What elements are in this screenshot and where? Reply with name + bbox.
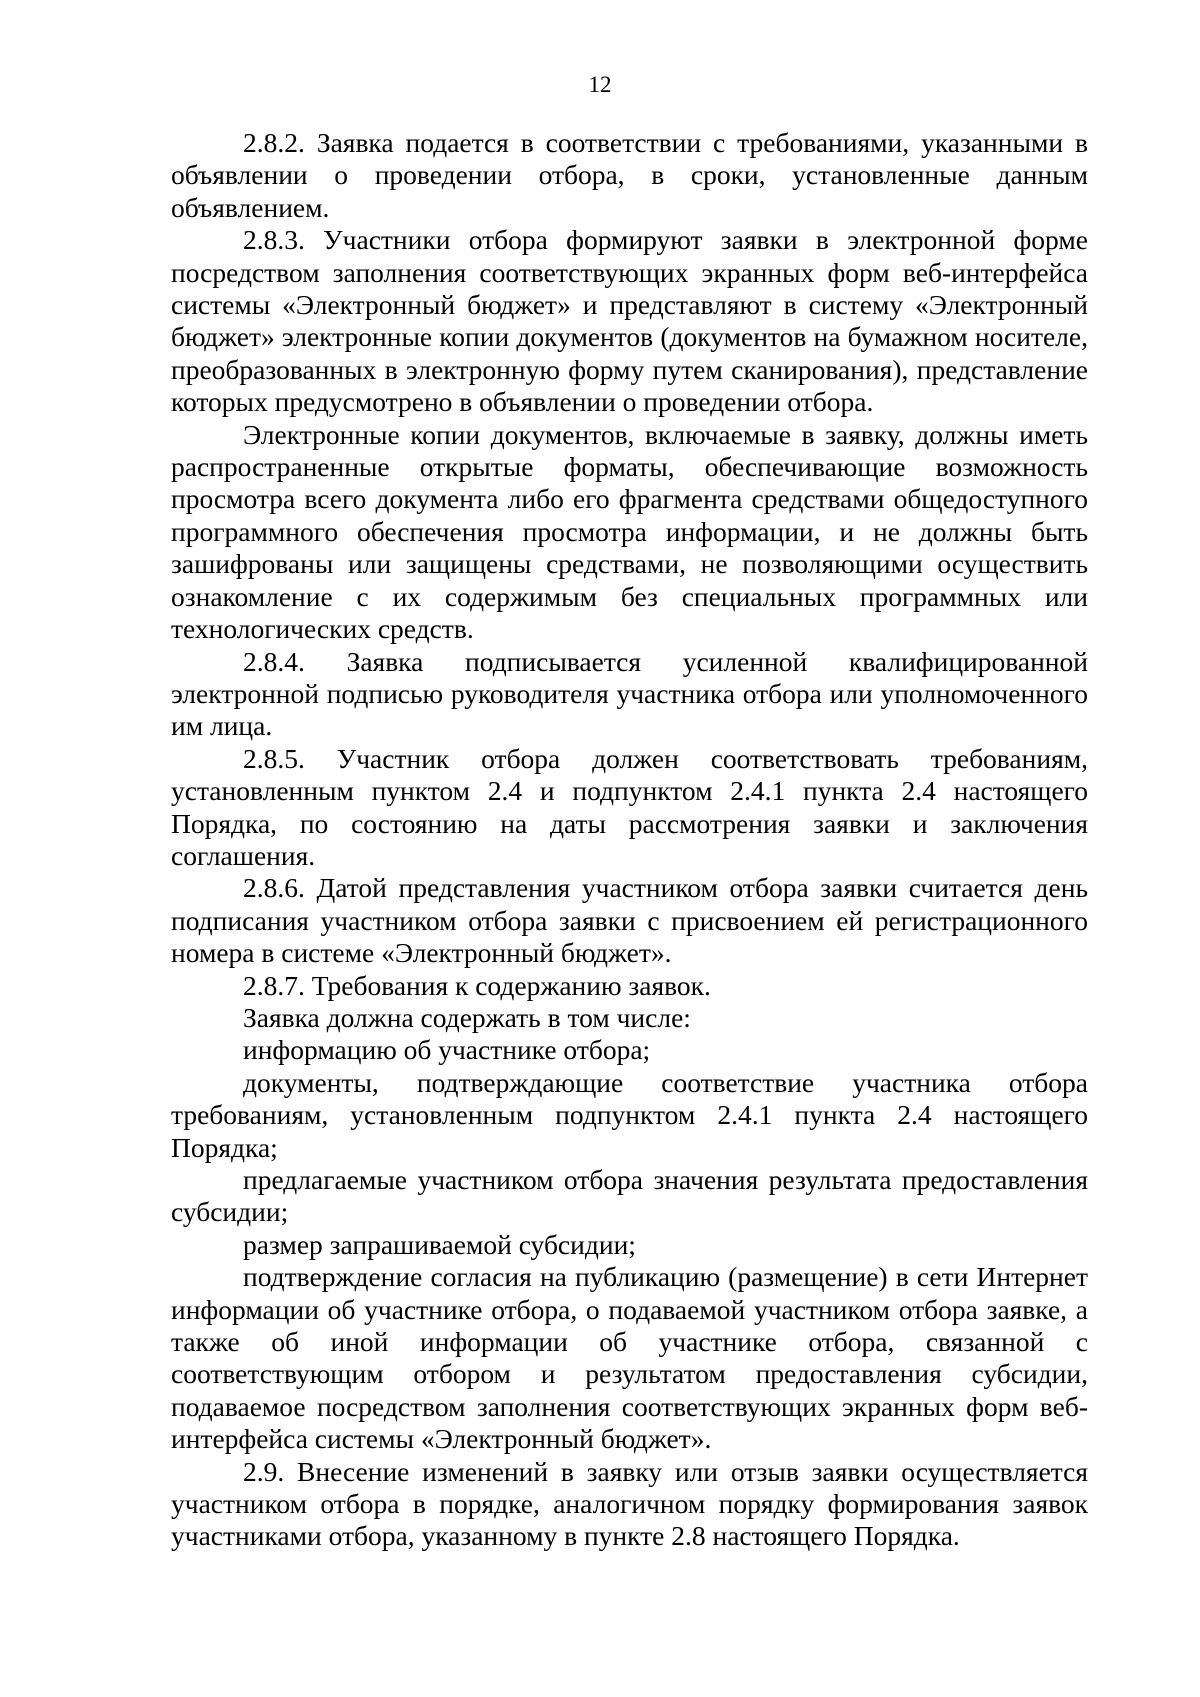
list-item-result-values: предлагаемые участником отбора значения результата предоставления субсидии; (171, 1164, 1088, 1228)
list-item-compliance-documents: документы, подтверждающие соответствие участника отбора требованиям, установленным подпунктом 2.4.1 пункта 2.4 настоящего Порядка; (171, 1066, 1088, 1163)
paragraph-2-8-5: 2.8.5. Участник отбора должен соответствовать требованиям, установленным пунктом 2.4 и подпунктом 2.4.1 пункта 2.4 настоящего Порядка, по состоянию на даты рассмотрения заявки и заключения соглашения. (171, 742, 1088, 871)
list-item-participant-info: информацию об участнике отбора; (243, 1034, 651, 1066)
page-number: 12 (588, 72, 612, 97)
paragraph-application-contents: Заявка должна содержать в том числе: (243, 1001, 691, 1033)
paragraph-electronic-copies: Электронные копии документов, включаемые в заявку, должны иметь распространенные открытые форматы, обеспечивающие возможность просмотра всего документа либо его фрагмента средствами общедоступного программного обеспечения просмотра информации, и не должны быть зашифрованы или защищены средствами, не позволяющими осуществить ознакомление с их содержимым без специальных программных или технологических средств. (171, 418, 1088, 645)
document-body (171, 127, 1088, 1553)
list-item-publication-consent: подтверждение согласия на публикацию (размещение) в сети Интернет информации об участнике отбора, о подаваемой участником отбора заявке, а также об иной информации об участнике отбора, связанной с соответствующим отбором и результатом предоставления субсидии, подаваемое посредством заполнения соответствующих экранных форм веб-интерфейса системы «Электронный бюджет». (171, 1261, 1088, 1455)
paragraph-2-8-6: 2.8.6. Датой представления участником отбора заявки считается день подписания участником отбора заявки с присвоением ей регистрационного номера в системе «Электронный бюджет». (171, 872, 1088, 969)
paragraph-2-8-7: 2.8.7. Требования к содержанию заявок. (243, 969, 711, 1001)
list-item-subsidy-amount: размер запрашиваемой субсидии; (243, 1228, 636, 1260)
paragraph-2-8-2: 2.8.2. Заявка подается в соответствии с требованиями, указанными в объявлении о проведении отбора, в сроки, установленные данным объявлением. (171, 127, 1088, 223)
paragraph-2-8-3: 2.8.3. Участники отбора формируют заявки в электронной форме посредством заполнения соответствующих экранных форм веб-интерфейса системы «Электронный бюджет» и представляют в систему «Электронный бюджет» электронные копии документов (документов на бумажном носителе, преобразованных в электронную форму путем сканирования), представление которых предусмотрено в объявлении о проведении отбора. (171, 224, 1088, 418)
paragraph-2-9: 2.9. Внесение изменений в заявку или отзыв заявки осуществляется участником отбора в порядке, аналогичном порядку формирования заявок участниками отбора, указанному в пункте 2.8 настоящего Порядка. (171, 1455, 1088, 1552)
paragraph-2-8-4: 2.8.4. Заявка подписывается усиленной квалифицированной электронной подписью руководителя участника отбора или уполномоченного им лица. (171, 645, 1088, 742)
